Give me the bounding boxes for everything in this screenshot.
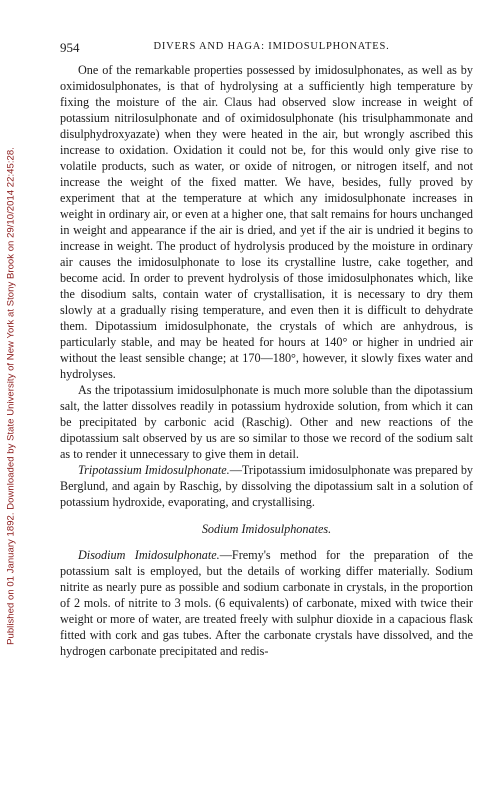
journal-page xyxy=(60,40,473,659)
download-notice-sidebar xyxy=(0,0,22,792)
tripotassium-lead: Tripotassium Imidosulphonate. xyxy=(78,463,230,477)
paragraph-tripotassium-preparation xyxy=(60,462,473,510)
paragraph-hydrolysis: One of the remarkable properties possessed by imidosulphonates, as well as by oximidosulphonates, is that of hydrolysing at a sufficiently high temperature by fixing the moisture of the air. Claus had observed slow increase in weight of potassium nitrilosulphonate and of oximidosulphonate (his trisulphammonate and disulphydroxyazate) when they were heated in the air, but wrongly ascribed this increase to oxidation. Oxidation it could not be, for this would only give rise to volatile products, such as water, or oxide of nitrogen, or nitrogen itself, and not increase the weight of the fixed matter. We have, besides, fully proved by experiment that at the temperature at which any imidosulphonate increases in weight in ordinary air, or even at a higher one, that salt remains for hours unchanged in weight and appearance if the air is dried, and yet if the air is undried it begins to increase in weight. The product of hydrolysis produced by the moisture in ordinary air causes the imidosulphonate to lose its crystalline lustre, cake together, and become acid. In order to prevent hydrolysis of those imidosulphonates which, like the disodium salts, contain water of crystallisation, it is necessary to dry them slowly at a gradually rising temperature, and even then it is difficult to dehydrate them. Dipotassium imidosulphonate, the crystals of which are anhydrous, is particularly stable, and may be heated for hours at 140° or higher in undried air without the least sensible change; at 170—180°, however, it slowly fixes water and hydrolyses. xyxy=(60,63,473,381)
paragraph-disodium xyxy=(60,547,473,659)
section-heading: Sodium Imidosulphonates. xyxy=(201,522,332,536)
disodium-lead: Disodium Imidosulphonate. xyxy=(78,548,220,562)
disodium-text: —Fremy's method for the preparation of the potassium salt is employed, but the details of working differ materially. Sodium nitrite as nearly pure as possible and sodium carbonate in crystals, in the proportion of 2 mols. of nitrite to 3 mols. (6 equivalents) of carbonate, mixed with twice their weight or more of water, are treated freely with sulphur dioxide in a capacious flask fitted with cork and gas tubes. After the carbonate crystals have dissolved, and the hydrogen carbonate precipitated and redis- xyxy=(60,548,474,658)
download-notice-text: Published on 01 January 1892. Downloaded by State University of New York at Stony Brook on 29/10/2014 22:45:28. xyxy=(5,147,17,645)
page-number: 954 xyxy=(60,40,80,55)
page-header xyxy=(60,40,473,62)
running-title: DIVERS AND HAGA: IMIDOSULPHONATES. xyxy=(153,41,390,52)
tripotassium-text: —Tripotassium imidosulphonate was prepared by Berglund, and again by Raschig, by dissolving the dipotassium salt in a solution of potassium hydroxide, evaporating, and crystallising. xyxy=(60,463,474,509)
paragraph-tripotassium-solubility: As the tripotassium imidosulphonate is much more soluble than the dipotassium salt, the latter dissolves readily in potassium hydroxide solution, from which it can be precipitated by carbonic acid (Raschig). Other and new reactions of the dipotassium salt observed by us are so similar to those we record of the sodium salt as to render it unnecessary to give them in detail. xyxy=(60,383,473,461)
